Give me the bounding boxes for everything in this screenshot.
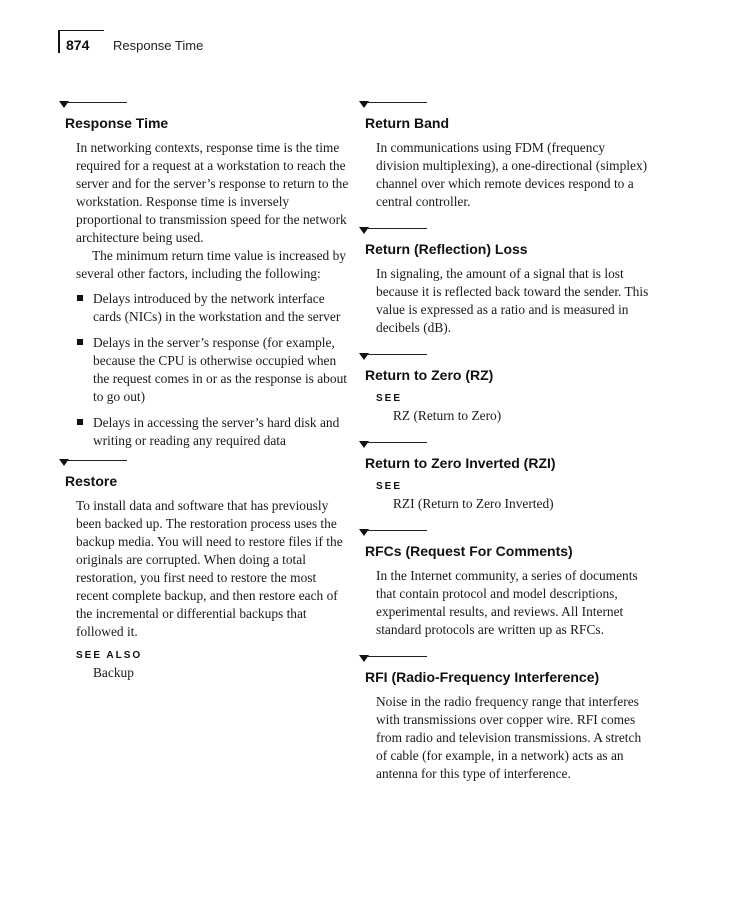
entry-marker	[359, 654, 429, 666]
entry-paragraph: The minimum return time value is increased by several other factors, including the following:	[76, 248, 346, 281]
see-label: SEE	[376, 481, 403, 492]
see-label: SEE	[376, 393, 403, 404]
entry-marker	[59, 458, 129, 470]
entry-marker	[359, 352, 429, 364]
entry-paragraph: In networking contexts, response time is the time required for a request at a workstation to reach the server and for the server’s response to return to the workstation. Response time is inversely proportional to transmission speed for the network architecture being used.	[76, 140, 349, 245]
entry-body	[76, 497, 349, 641]
entry-body	[376, 139, 649, 211]
square-bullet-icon	[77, 419, 83, 425]
entry-paragraph: To install data and software that has previously been backed up. The restoration process uses the backup media. You will need to restore files if the originals are corrupted. When doing a total restoration, you first need to restore the most recent complete backup, and then restore each of the incremental or differential backups that followed it.	[76, 498, 343, 639]
entry-term: RFI (Radio-Frequency Interference)	[365, 669, 600, 685]
entry-term: Return Band	[365, 115, 449, 131]
page-number: 874	[66, 37, 90, 53]
entry-return-to-zero	[359, 352, 649, 425]
entry-paragraph: In the Internet community, a series of documents that contain protocol and model descriptions, experimental results, and reviews. All Internet standard protocols are written up as RFCs.	[376, 568, 638, 637]
entry-term: Response Time	[65, 115, 169, 131]
entry-body	[376, 265, 649, 337]
entry-body	[76, 139, 349, 283]
entry-paragraph: Noise in the radio frequency range that interferes with transmissions over copper wire. RFI comes from radio and television transmissions. A stretch of cable (for example, in a network) acts as an antenna for this type of interference.	[376, 694, 642, 781]
entry-paragraph: In signaling, the amount of a signal that is lost because it is reflected back toward the sender. This value is expressed as a ratio and is measured in decibels (dB).	[376, 266, 649, 335]
right-column	[359, 100, 649, 783]
entry-restore	[59, 458, 349, 682]
bullet-list	[77, 290, 349, 450]
entry-rfi	[359, 654, 649, 783]
entry-body	[376, 693, 649, 783]
entry-marker	[59, 100, 129, 112]
see-also-label: SEE ALSO	[76, 650, 143, 661]
list-item: Delays in the server’s response (for example, because the CPU is otherwise occupied when the request comes in or as the response is about to go out)	[77, 334, 349, 406]
running-head: Response Time	[113, 38, 204, 53]
see-reference: RZ (Return to Zero)	[393, 408, 502, 423]
entry-return-loss	[359, 226, 649, 337]
entry-term: Return to Zero Inverted (RZI)	[365, 455, 556, 471]
square-bullet-icon	[77, 295, 83, 301]
entry-paragraph: In communications using FDM (frequency division multiplexing), a one-directional (simplex) channel over which remote devices respond to a central controller.	[376, 140, 648, 209]
see-reference: RZI (Return to Zero Inverted)	[393, 496, 554, 511]
entry-marker	[359, 440, 429, 452]
entry-marker	[359, 100, 429, 112]
entry-return-band	[359, 100, 649, 211]
entry-term: Restore	[65, 473, 118, 489]
left-column	[59, 100, 349, 682]
list-item: Delays in accessing the server’s hard disk and writing or reading any required data	[77, 414, 349, 450]
square-bullet-icon	[77, 339, 83, 345]
entry-response-time	[59, 100, 349, 450]
entry-return-to-zero-inverted	[359, 440, 649, 513]
entry-term: RFCs (Request For Comments)	[365, 543, 573, 559]
entry-term: Return (Reflection) Loss	[365, 241, 528, 257]
entry-term: Return to Zero (RZ)	[365, 367, 494, 383]
list-item: Delays introduced by the network interface cards (NICs) in the workstation and the server	[77, 290, 349, 326]
entry-marker	[359, 528, 429, 540]
entry-body	[376, 567, 649, 639]
entry-marker	[359, 226, 429, 238]
see-also-reference: Backup	[93, 665, 134, 680]
entry-rfcs	[359, 528, 649, 639]
